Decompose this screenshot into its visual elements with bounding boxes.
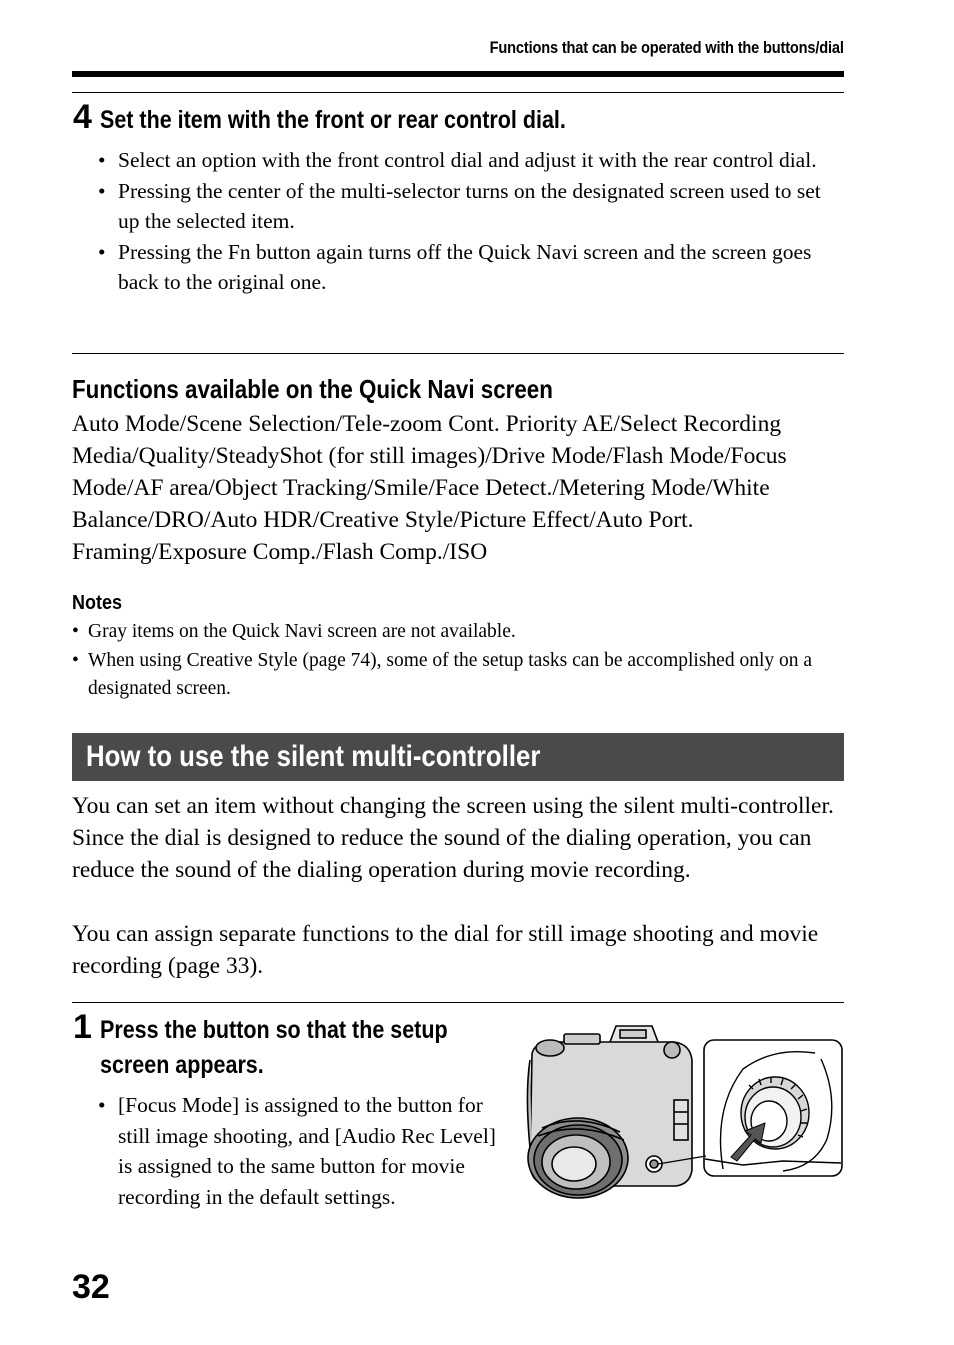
running-header: Functions that can be operated with the buttons/dial	[489, 38, 844, 57]
step-title: Set the item with the front or rear control dial.	[100, 106, 566, 134]
step4-bullet-list	[98, 145, 846, 298]
step1-bullet-list	[98, 1090, 498, 1212]
step-title: Press the button so that the setup	[100, 1016, 448, 1044]
step-title: screen appears.	[100, 1051, 264, 1079]
list-item: • When using Creative Style (page 74), some of the setup tasks can be accomplished only on a designated screen.	[72, 647, 844, 704]
section-paragraph: You can set an item without changing the screen using the silent multi-controller. Since the dial is designed to reduce the sound of the dialing operation, you can reduce the sound of the dialing operation during movie recording.	[72, 793, 834, 883]
notes-list	[72, 618, 844, 704]
divider	[72, 92, 844, 93]
list-item: • [Focus Mode] is assigned to the button for still image shooting, and [Audio Rec Level] is assigned to the same button for movie recording in the default settings.	[98, 1090, 498, 1212]
callout-line	[640, 1150, 710, 1180]
page-number: 32	[72, 1268, 110, 1306]
list-item: • Pressing the Fn button again turns off the Quick Navi screen and the screen goes back to the original one.	[98, 237, 846, 298]
divider	[72, 353, 844, 354]
section-heading-bar	[72, 733, 844, 781]
divider	[72, 1002, 844, 1003]
step-number: 1	[73, 1008, 92, 1046]
subsection-heading: Functions available on the Quick Navi screen	[72, 374, 553, 404]
list-item: • Pressing the center of the multi-selector turns on the designated screen used to set up the selected item.	[98, 176, 846, 237]
functions-list-text: Auto Mode/Scene Selection/Tele-zoom Cont. Priority AE/Select Recording Media/Quality/SteadyShot (for still images)/Drive Mode/Flash Mode/Focus Mode/AF area/Object Tracking/Smile/Face Detect./Metering Mode/White Balance/DRO/Auto HDR/Creative Style/Picture Effect/Auto Port. Framing/Exposure Comp./Flash Comp./ISO	[72, 411, 787, 565]
list-item: • Select an option with the front control dial and adjust it with the rear control dial.	[98, 145, 846, 176]
multi-controller-dial-icon	[703, 1039, 845, 1179]
header-rule	[72, 71, 844, 77]
notes-label: Notes	[72, 592, 123, 614]
section-paragraph: You can assign separate functions to the dial for still image shooting and movie recording (page 33).	[72, 921, 819, 979]
step-number: 4	[73, 98, 92, 136]
list-item: • Gray items on the Quick Navi screen are not available.	[72, 618, 844, 647]
section-title: How to use the silent multi-controller	[86, 740, 541, 773]
